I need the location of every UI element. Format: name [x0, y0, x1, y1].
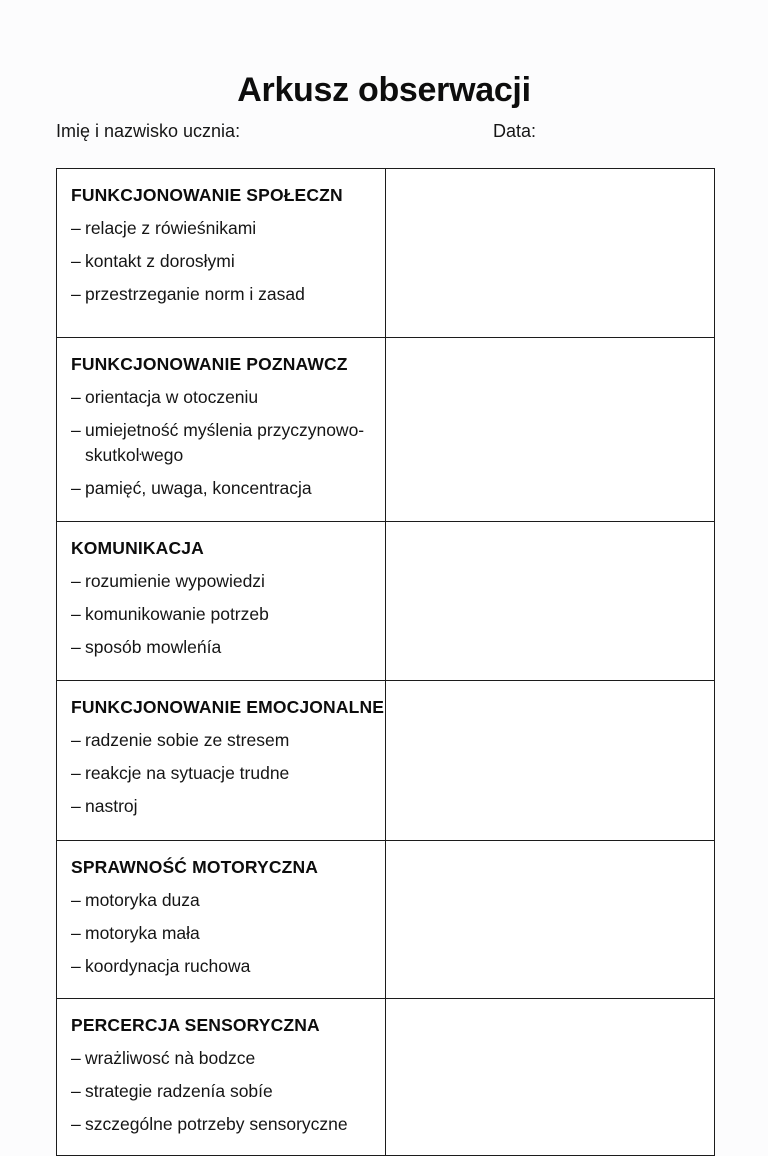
- section-heading: FUNKCJONOWANIE EMOCJONALNE: [71, 697, 385, 717]
- list-item: [71, 565, 385, 598]
- list-item: [71, 598, 385, 631]
- list-item-text: motoryka duza: [85, 890, 200, 911]
- dash-bullet-icon: –: [71, 1048, 81, 1069]
- list-item-text: pamięć, uwaga, koncentracja: [85, 477, 312, 498]
- section-label-cell-sensory: [57, 999, 386, 1156]
- observation-notes-cell-motor[interactable]: [386, 841, 715, 999]
- list-item: [71, 757, 385, 790]
- list-item-text: kontakt z dorosłymi: [85, 251, 235, 272]
- observation-notes-cell-sensory[interactable]: [386, 999, 715, 1156]
- dash-bullet-icon: –: [71, 763, 81, 784]
- section-item-list: [71, 565, 385, 664]
- section-label-cell-cognitive: [57, 338, 386, 522]
- list-item: [71, 245, 385, 278]
- dash-bullet-icon: –: [71, 637, 81, 658]
- table-row: [57, 169, 715, 338]
- dash-bullet-icon: –: [71, 284, 81, 305]
- list-item-text: koordynacja ruchowa: [85, 956, 251, 977]
- section-item-list: [71, 884, 385, 983]
- dash-bullet-icon: –: [71, 604, 81, 625]
- list-item-text: komunikowanie potrzeb: [85, 604, 269, 625]
- list-item: [71, 212, 385, 245]
- list-item-text: reakcje na sytuacje trudne: [85, 763, 290, 784]
- table-row: [57, 522, 715, 681]
- section-label-cell-social: [57, 169, 386, 338]
- observation-notes-cell-social[interactable]: [386, 169, 715, 338]
- section-heading: PERCERCJA SENSORYCZNA: [71, 1015, 320, 1035]
- dash-bullet-icon: –: [71, 218, 81, 239]
- list-item: [71, 631, 385, 664]
- section-heading: KOMUNIKACJA: [71, 538, 204, 558]
- meta-row: [56, 118, 716, 144]
- list-item: [71, 724, 385, 757]
- table-row: [57, 999, 715, 1156]
- section-label-cell-motor: [57, 841, 386, 999]
- page-title: Arkusz obserwacji: [237, 70, 531, 109]
- dash-bullet-icon: –: [71, 571, 81, 592]
- section-label-cell-emotional: [57, 681, 386, 841]
- list-item: [71, 472, 385, 505]
- dash-bullet-icon: –: [71, 1081, 81, 1102]
- section-item-list: [71, 724, 385, 823]
- list-item-text: przestrzeganie norm i zasad: [85, 284, 305, 305]
- list-item-text: motoryka mała: [85, 923, 200, 944]
- list-item-text: rozumienie wypowiedzi: [85, 571, 265, 592]
- student-name-label: Imię i nazwisko ucznia:: [56, 121, 241, 141]
- list-item-text: umiejetność myślenia przyczynowo-skutkoŀwego: [85, 420, 365, 466]
- dash-bullet-icon: –: [71, 730, 81, 751]
- section-item-list: [71, 1042, 385, 1141]
- dash-bullet-icon: –: [71, 477, 81, 498]
- section-heading: SPRAWNOŚĆ MOTORYCZNA: [71, 857, 319, 877]
- section-heading: FUNKCJONOWANIE SPOŁECZN: [71, 185, 343, 205]
- table-row: [57, 681, 715, 841]
- section-label-cell-communication: [57, 522, 386, 681]
- list-item: [71, 950, 385, 983]
- list-item: [71, 414, 385, 472]
- date-label: Data:: [493, 121, 537, 141]
- dash-bullet-icon: –: [71, 420, 81, 441]
- list-item: [71, 884, 385, 917]
- list-item-text: szczególne potrzeby sensoryczne: [85, 1114, 348, 1135]
- list-item: [71, 278, 385, 311]
- list-item-text: strategie radzenía sobíe: [85, 1081, 273, 1102]
- observation-notes-cell-emotional[interactable]: [386, 681, 715, 841]
- table-row: [57, 338, 715, 522]
- list-item: [71, 917, 385, 950]
- list-item: [71, 790, 385, 823]
- observation-table: [56, 168, 715, 1156]
- dash-bullet-icon: –: [71, 956, 81, 977]
- section-heading: FUNKCJONOWANIE POZNAWCZ: [71, 354, 348, 374]
- list-item: [71, 381, 385, 414]
- list-item-text: sposób mowleńía: [85, 637, 222, 658]
- list-item-text: wrażliwosć nà bodzce: [85, 1048, 256, 1069]
- table-row: [57, 841, 715, 999]
- dash-bullet-icon: –: [71, 796, 81, 817]
- list-item: [71, 1042, 385, 1075]
- observation-notes-cell-cognitive[interactable]: [386, 338, 715, 522]
- observation-notes-cell-communication[interactable]: [386, 522, 715, 681]
- dash-bullet-icon: –: [71, 890, 81, 911]
- dash-bullet-icon: –: [71, 1114, 81, 1135]
- section-item-list: [71, 381, 385, 504]
- section-item-list: [71, 212, 385, 311]
- list-item: [71, 1108, 385, 1141]
- dash-bullet-icon: –: [71, 387, 81, 408]
- list-item-text: relacje z rówieśnikami: [85, 218, 257, 239]
- list-item: [71, 1075, 385, 1108]
- dash-bullet-icon: –: [71, 251, 81, 272]
- list-item-text: radzenie sobie ze stresem: [85, 730, 290, 751]
- dash-bullet-icon: –: [71, 923, 81, 944]
- list-item-text: orientacja w otoczeniu: [85, 387, 259, 408]
- list-item-text: nastroj: [85, 796, 138, 817]
